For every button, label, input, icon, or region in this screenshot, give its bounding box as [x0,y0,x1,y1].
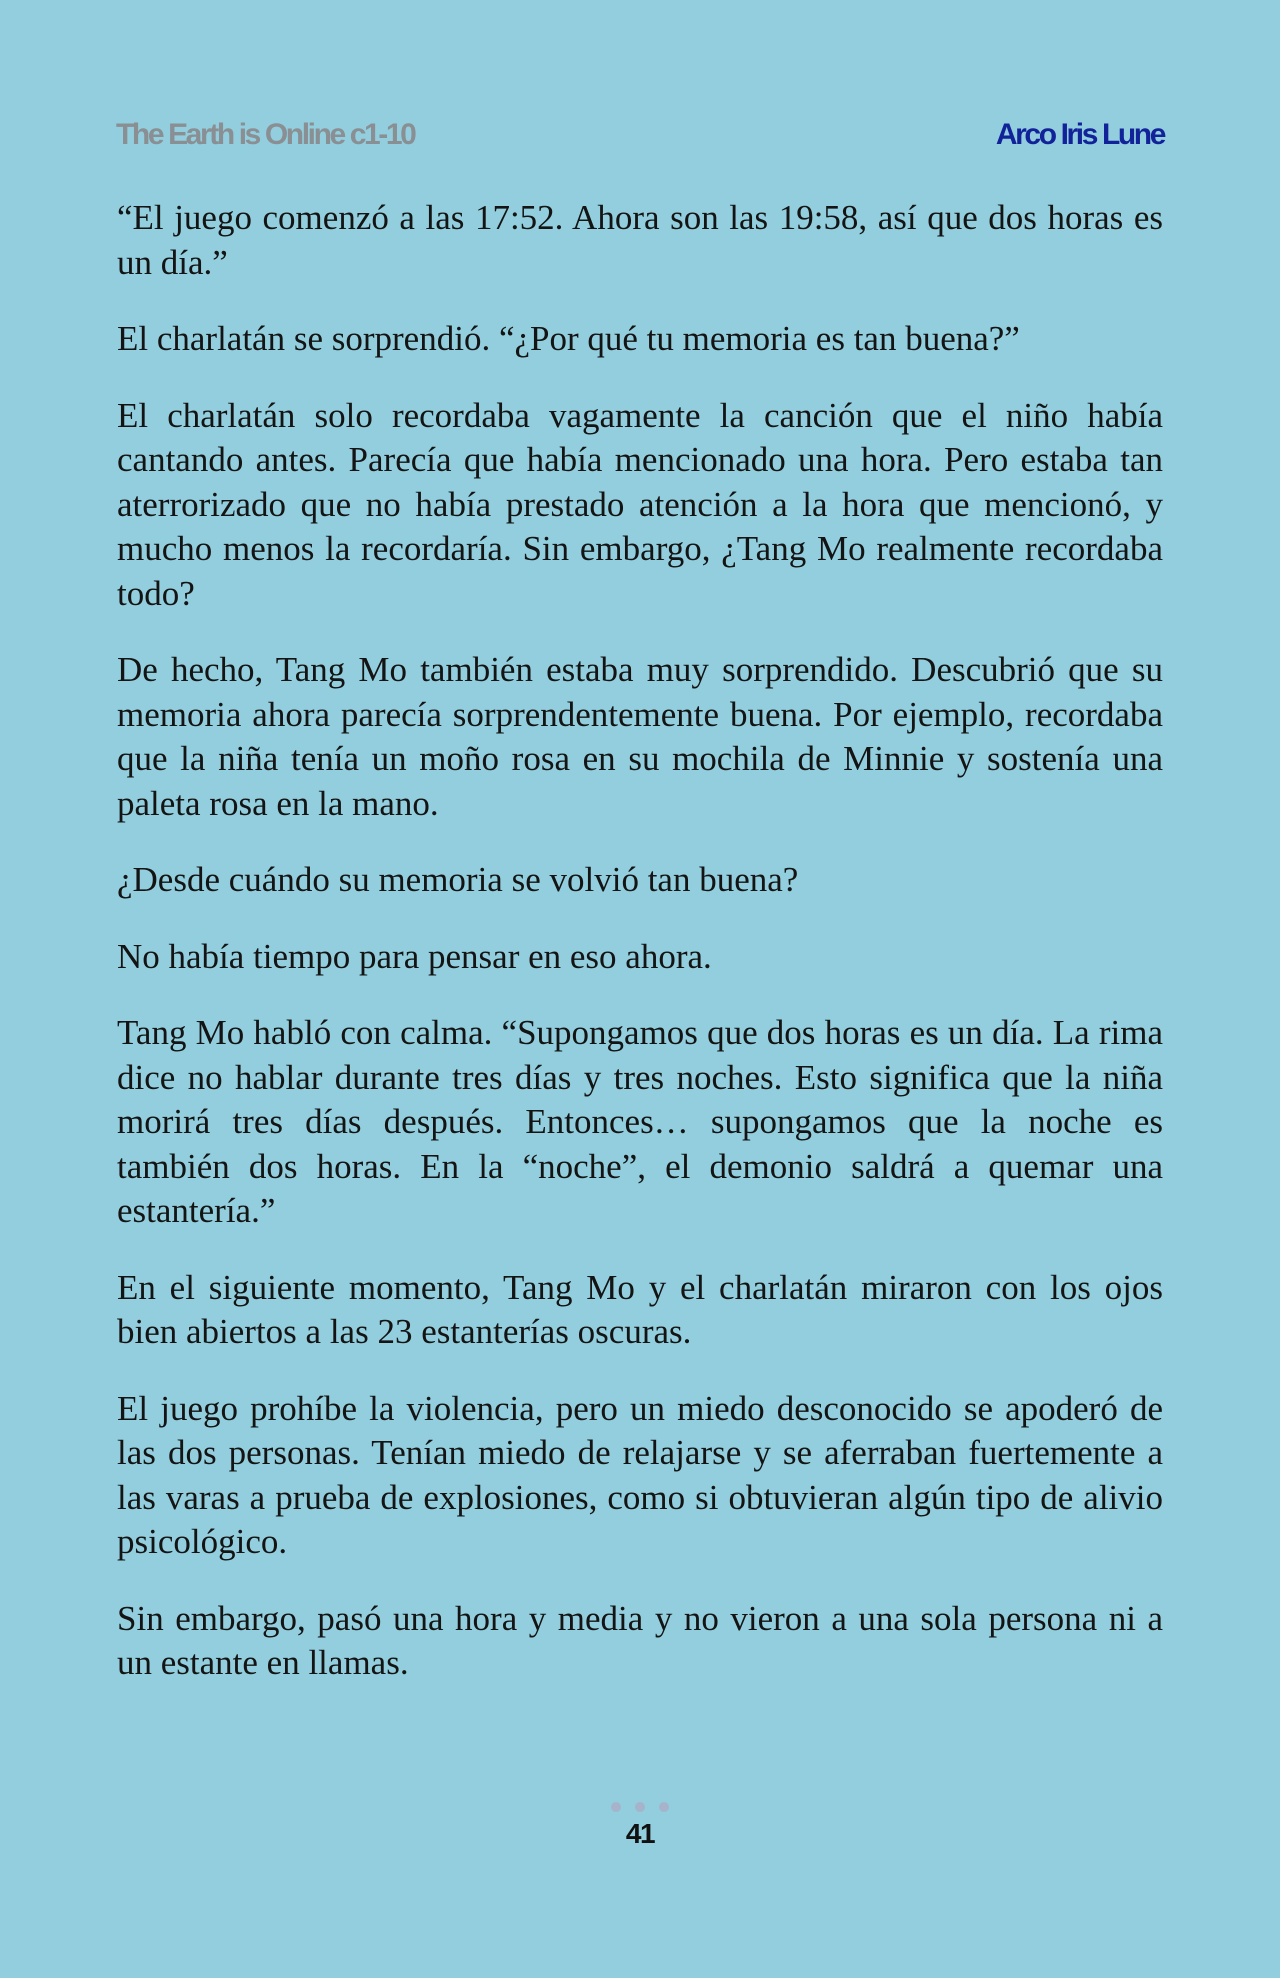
paragraph: El juego prohíbe la violencia, pero un miedo desconocido se apoderó de las dos personas. Tenían miedo de relajarse y se aferraban fuertemente a las varas a prueba de explosiones, como si obtuvieran algún tipo de alivio psicológico. [117,1388,1163,1561]
author-name: Arco Iris Lune [995,118,1164,151]
ornament-dot-icon [635,1802,645,1812]
page-number: 41 [625,1818,655,1849]
ornament-dot-icon [611,1802,621,1812]
paragraph: Tang Mo habló con calma. “Supongamos que dos horas es un día. La rima dice no hablar durante tres días y tres noches. Esto significa que la niña morirá tres días después. Entonces… supongamos que la noche es también dos horas. En la “noche”, el demonio saldrá a quemar una estantería.” [117,1013,1163,1230]
paragraph: El charlatán se sorprendió. “¿Por qué tu memoria es tan buena?” [117,319,1020,358]
paragraph: El charlatán solo recordaba vagamente la canción que el niño había cantando antes. Parecía que había mencionado una hora. Pero estaba tan aterrorizado que no había prestado atención a la hora que mencionó, y mucho menos la recordaría. Sin embargo, ¿Tang Mo realmente recordaba todo? [117,395,1163,613]
ornament-dot-icon [659,1802,669,1812]
book-title: The Earth is Online c1-10 [116,118,415,151]
paragraph: De hecho, Tang Mo también estaba muy sorprendido. Descubrió que su memoria ahora parecía sorprendentemente buena. Por ejemplo, recordaba que la niña tenía un moño rosa en su mochila de Minnie y sostenía una paleta rosa en la mano. [117,650,1163,823]
paragraph: Sin embargo, pasó una hora y media y no vieron a una sola persona ni a un estante en llamas. [117,1598,1163,1682]
paragraph: “El juego comenzó a las 17:52. Ahora son las 19:58, así que dos horas es un día.” [117,198,1163,282]
page-ornament-dots [0,1802,1280,1812]
paragraph: En el siguiente momento, Tang Mo y el charlatán miraron con los ojos bien abiertos a las 23 estanterías oscuras. [117,1267,1163,1351]
page-header [116,118,1164,162]
paragraph: ¿Desde cuándo su memoria se volvió tan buena? [117,860,799,899]
paragraph: No había tiempo para pensar en eso ahora. [117,936,712,976]
page-body [117,196,1163,1718]
